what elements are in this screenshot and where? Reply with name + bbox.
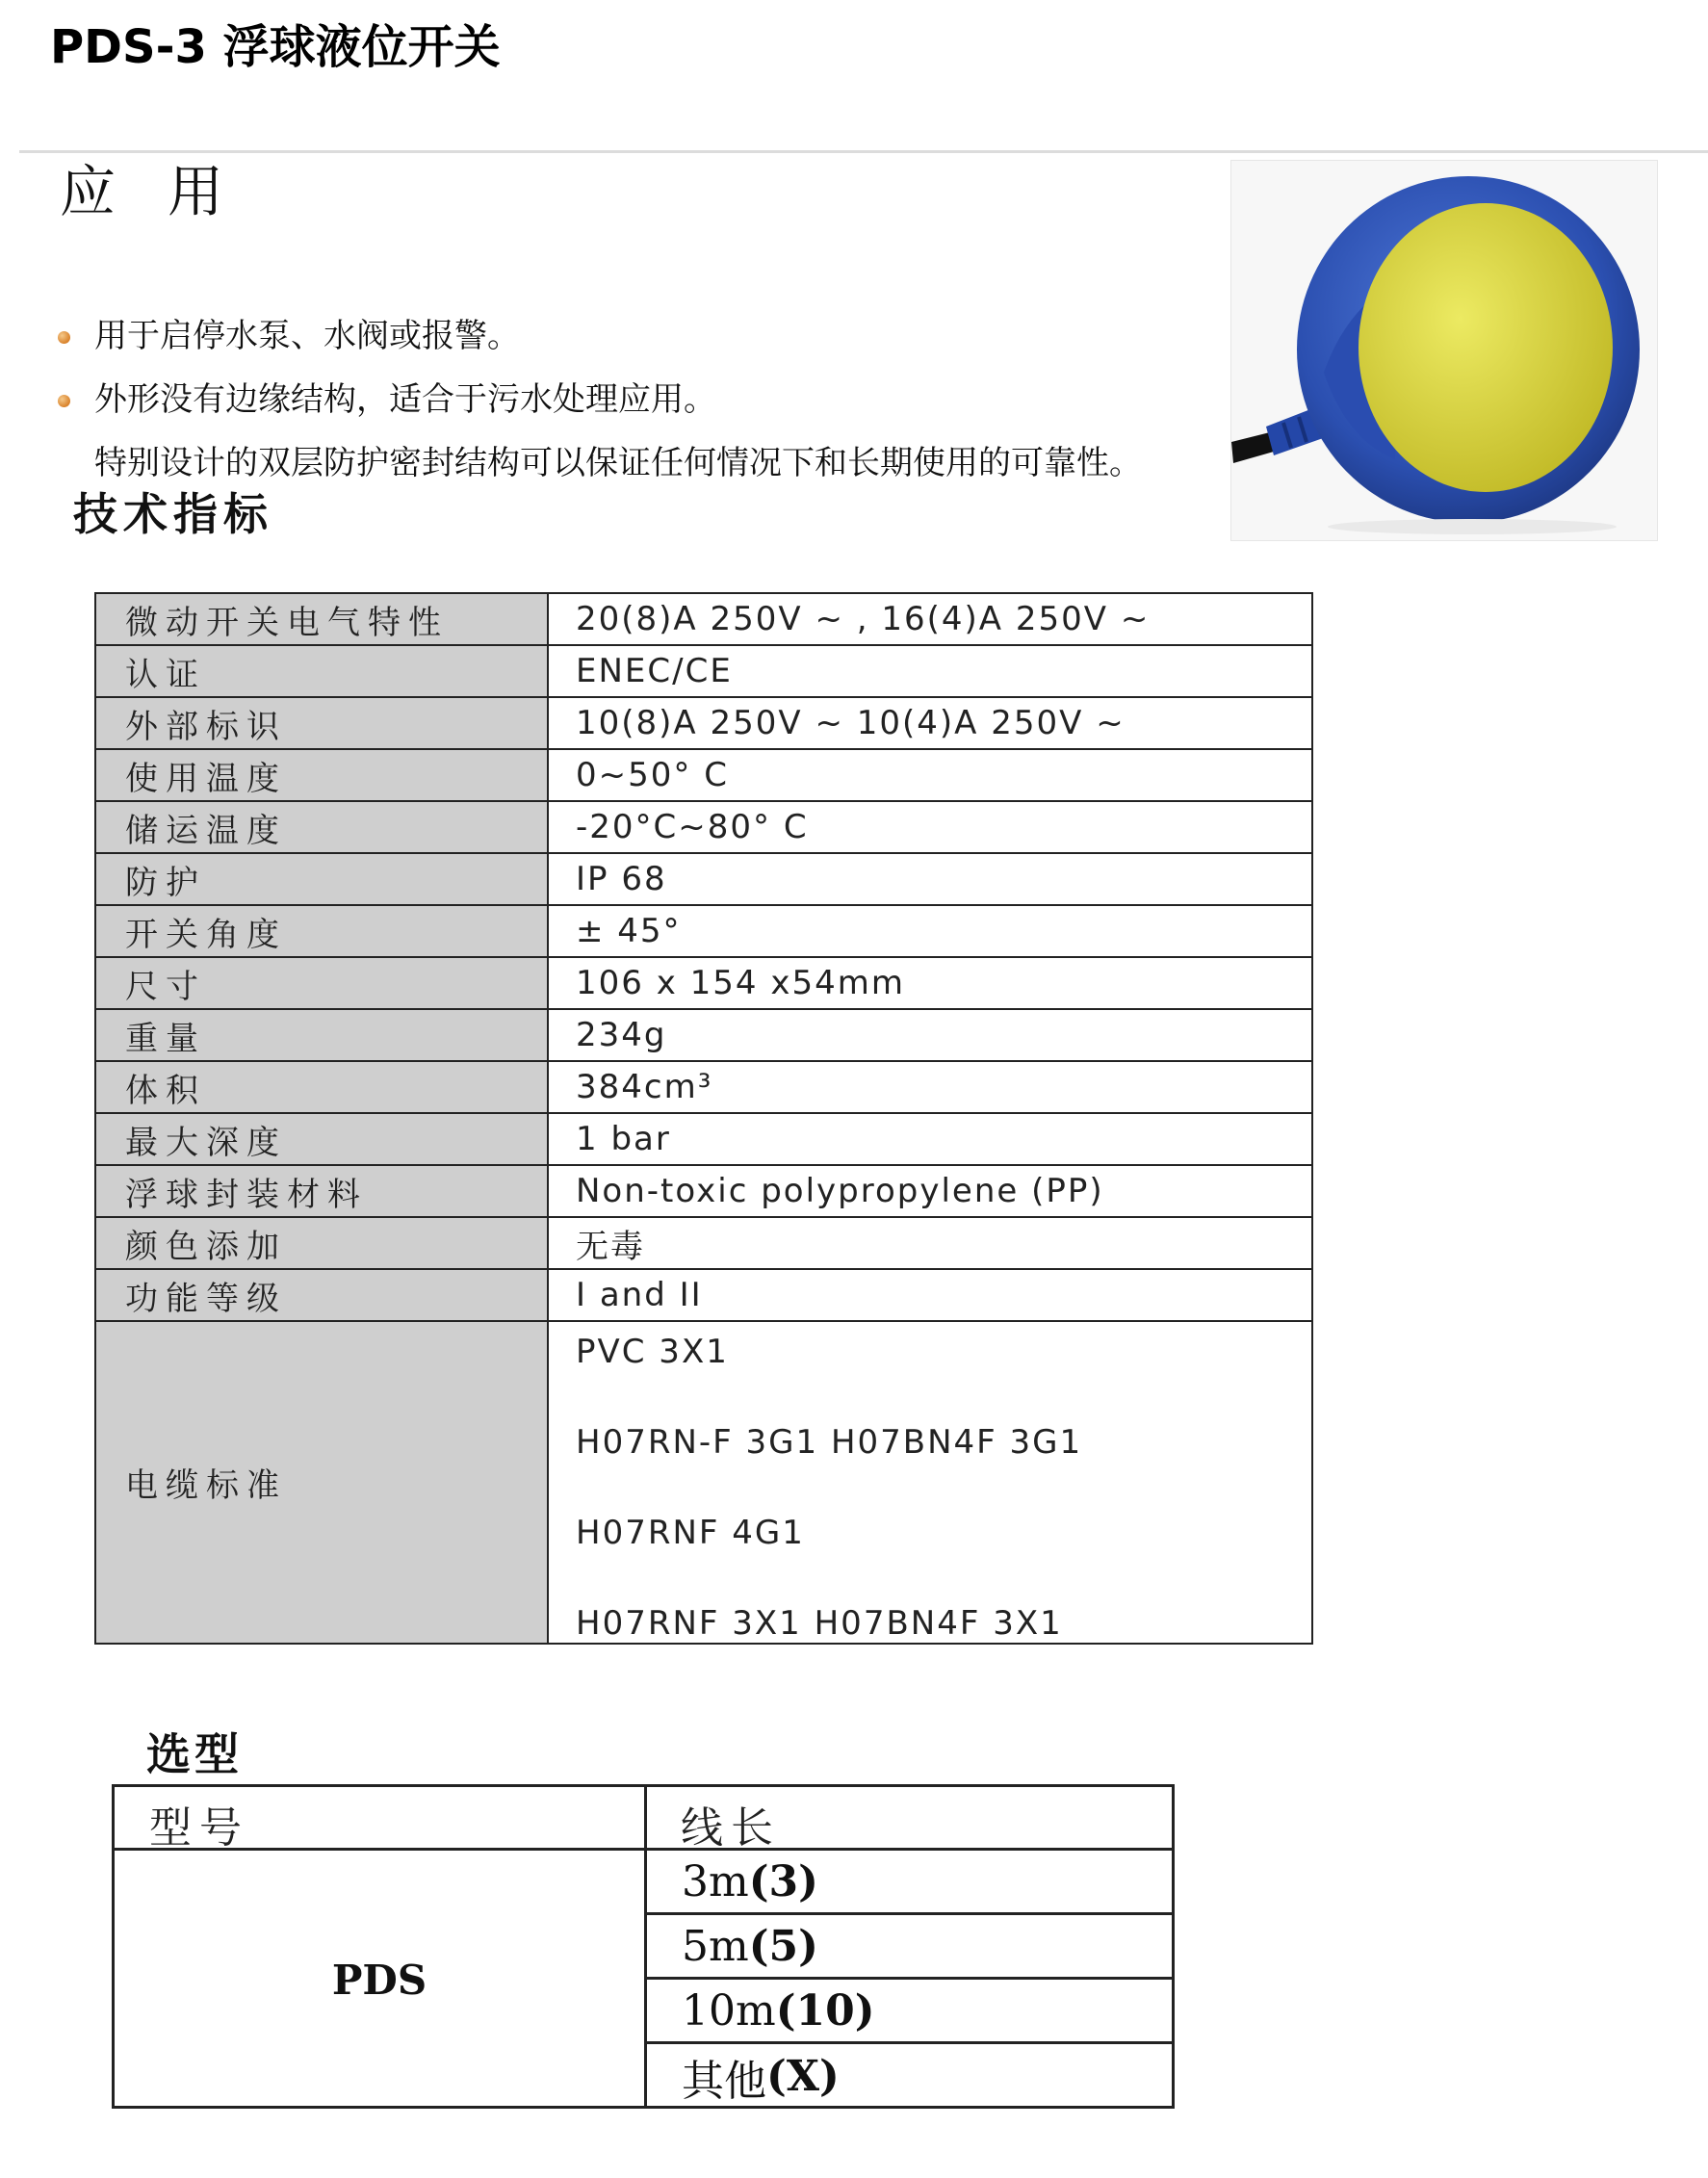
table-row xyxy=(96,646,1311,698)
spec-label: 最大深度 xyxy=(96,1114,549,1164)
application-bullet: 外形没有边缘结构，适合于污水处理应用。 xyxy=(56,368,1142,431)
length-cell: 5m (5) xyxy=(647,1915,1175,1980)
bullet-dot-icon xyxy=(58,331,70,344)
table-row xyxy=(96,750,1311,802)
table-row xyxy=(96,1166,1311,1218)
spec-value: 无毒 xyxy=(576,1227,645,1266)
cable-values xyxy=(549,1322,1311,1643)
table-row xyxy=(96,1114,1311,1166)
table-row xyxy=(96,1270,1311,1322)
spec-label: 功能等级 xyxy=(96,1270,549,1320)
model-column-header: 型号 xyxy=(149,1803,249,1853)
spec-value: 106 x 154 x54mm xyxy=(576,964,905,1002)
model-cell: PDS xyxy=(331,1956,427,2004)
selection-heading: 选型 xyxy=(146,1728,243,1780)
spec-label: 外部标识 xyxy=(96,698,549,748)
selection-table xyxy=(112,1784,1175,2109)
spec-value: -20°C~80° C xyxy=(576,808,809,846)
application-bullet: 用于启停水泵、水阀或报警。 xyxy=(56,304,1142,368)
table-row xyxy=(96,1062,1311,1114)
spec-value: 1 bar xyxy=(576,1120,671,1158)
application-note: 特别设计的双层防护密封结构可以保证任何情况下和长期使用的可靠性。 xyxy=(94,444,1142,482)
table-row xyxy=(96,1010,1311,1062)
cable-value: H07RNF 4G1 xyxy=(576,1514,805,1552)
spec-value: IP 68 xyxy=(576,860,667,898)
spec-value: I and II xyxy=(576,1276,703,1314)
spec-label: 使用温度 xyxy=(96,750,549,800)
length-cell: 其他 (X) xyxy=(682,2052,840,2106)
application-heading: 应用 xyxy=(60,159,276,224)
table-row xyxy=(96,802,1311,854)
length-cell: 10m (10) xyxy=(647,1980,1175,2044)
spec-label: 颜色添加 xyxy=(96,1218,549,1268)
length-cell: 3m (3) xyxy=(647,1851,1175,1915)
table-row xyxy=(96,698,1311,750)
table-row xyxy=(96,958,1311,1010)
table-row xyxy=(96,854,1311,906)
spec-label: 浮球封装材料 xyxy=(96,1166,549,1216)
spec-value: 234g xyxy=(576,1016,667,1054)
table-row xyxy=(96,1218,1311,1270)
spec-label: 防护 xyxy=(96,854,549,904)
spec-value: 0~50° C xyxy=(576,756,729,794)
spec-table xyxy=(94,592,1313,1645)
cable-value: PVC 3X1 xyxy=(576,1333,729,1371)
table-row xyxy=(96,906,1311,958)
cable-row xyxy=(96,1322,1311,1643)
tech-specs-heading: 技术指标 xyxy=(73,488,273,540)
spec-label: 体积 xyxy=(96,1062,549,1112)
float-switch-photo xyxy=(1230,160,1658,541)
spec-label: 开关角度 xyxy=(96,906,549,956)
spec-label: 微动开关电气特性 xyxy=(96,594,549,644)
table-row xyxy=(96,594,1311,646)
selection-header-row xyxy=(115,1787,1172,1851)
spec-label: 储运温度 xyxy=(96,802,549,852)
cable-value: H07RNF 3X1 H07BN4F 3X1 xyxy=(576,1604,1063,1643)
spec-label: 认证 xyxy=(96,646,549,696)
spec-label: 重量 xyxy=(96,1010,549,1060)
spec-value: 20(8)A 250V ~ , 16(4)A 250V ~ xyxy=(576,600,1151,638)
document-title: PDS-3 浮球液位开关 xyxy=(50,20,501,74)
float-switch-image xyxy=(1231,161,1657,540)
spec-value: Non-toxic polypropylene (PP) xyxy=(576,1172,1104,1210)
bullet-dot-icon xyxy=(58,395,70,407)
spec-value: 384cm³ xyxy=(576,1068,713,1106)
spec-label: 尺寸 xyxy=(96,958,549,1008)
cable-label: 电缆标准 xyxy=(96,1322,549,1643)
spec-value: ± 45° xyxy=(576,912,682,950)
length-column-header: 线长 xyxy=(681,1803,781,1853)
spec-value: ENEC/CE xyxy=(576,652,733,690)
spec-value: 10(8)A 250V ~ 10(4)A 250V ~ xyxy=(576,704,1126,742)
cable-value: H07RN-F 3G1 H07BN4F 3G1 xyxy=(576,1423,1083,1462)
application-list xyxy=(56,304,1142,495)
